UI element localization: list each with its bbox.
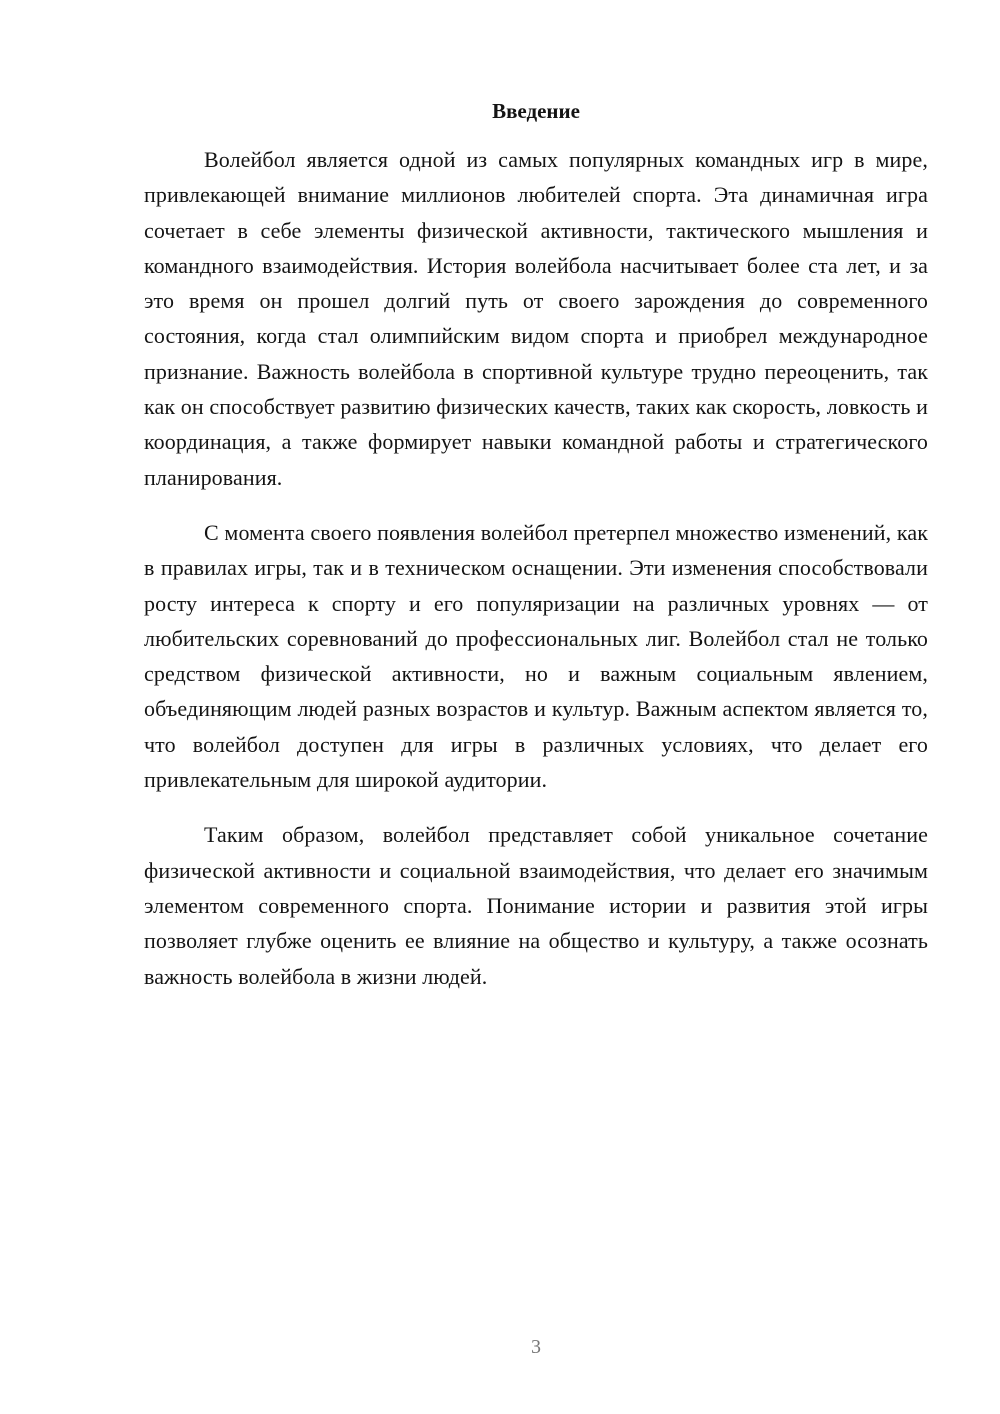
page-number: 3 bbox=[531, 1336, 541, 1358]
paragraph-1: Волейбол является одной из самых популярных командных игр в мире, привлекающей внимание миллионов любителей спорта. Эта динамичная игра сочетает в себе элементы физической активности, тактического мышления и командного взаимодействия. История волейбола насчитывает более ста лет, и за это время он прошел долгий путь от своего зарождения до современного состояния, когда стал олимпийским видом спорта и приобрел международное признание. Важность волейбола в спортивной культуре трудно переоценить, так как он способствует развитию физических качеств, таких как скорость, ловкость и координация, а также формирует навыки командной работы и стратегического планирования. bbox=[144, 147, 928, 490]
section-title: Введение bbox=[492, 99, 580, 123]
body-text bbox=[144, 142, 928, 1014]
paragraph-2: С момента своего появления волейбол претерпел множество изменений, как в правилах игры, так и в техническом оснащении. Эти изменения способствовали росту интереса к спорту и его популяризации на различных уровнях — от любительских соревнований до профессиональных лиг. Волейбол стал не только средством физической активности, но и важным социальным явлением, объединяющим людей разных возрастов и культур. Важным аспектом является то, что волейбол доступен для игры в различных условиях, что делает его привлекательным для широкой аудитории. bbox=[144, 519, 928, 793]
paragraph-3: Таким образом, волейбол представляет собой уникальное сочетание физической активности и социальной взаимодействия, что делает его значимым элементом современного спорта. Понимание истории и развития этой игры позволяет глубже оценить ее влияние на общество и культуру, а также осознать важность волейбола в жизни людей. bbox=[144, 822, 928, 989]
